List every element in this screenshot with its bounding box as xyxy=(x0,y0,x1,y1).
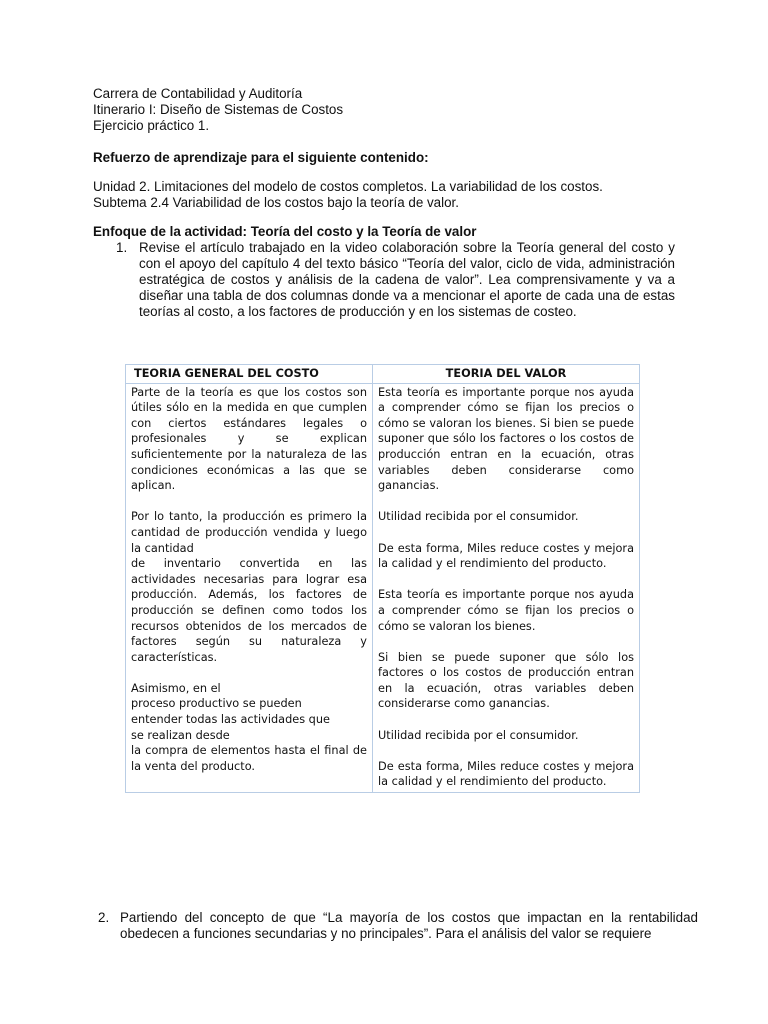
value-para-3: De esta forma, Miles reduce costes y mejora la calidad y el rendimiento del producto. xyxy=(378,541,634,571)
exercise-line: Ejercicio práctico 1. xyxy=(93,118,210,133)
general-cost-theory-cell xyxy=(126,383,373,792)
cost-para-2a: Por lo tanto, la producción es primero la cantidad de producción vendida y luego la cantidad xyxy=(131,510,367,555)
subtopic-line: Subtema 2.4 Variabilidad de los costos bajo la teoría de valor. xyxy=(93,195,459,210)
cost-para-2 xyxy=(131,509,367,665)
cost-para-3d: se realizan desde xyxy=(131,728,230,742)
document-body xyxy=(93,86,675,320)
instruction-item-1 xyxy=(93,240,675,320)
cost-para-3e: la compra de elementos hasta el final de la venta del producto. xyxy=(131,744,367,773)
cost-para-3c: entender todas las actividades que xyxy=(131,713,330,727)
value-para-1: Esta teoría es importante porque nos ayuda a comprender cómo se fijan los precios o cómo se valoran los bienes. Si bien se puede suponer que sólo los factores o los costos de producción entran en la ecuación, otras variables deben considerarse como ganancias. xyxy=(378,385,634,493)
header-general-cost-theory: TEORIA GENERAL DEL COSTO xyxy=(126,365,373,384)
theory-table xyxy=(125,364,640,793)
item-text: Revise el artículo trabajado en la video colaboración sobre la Teoría general del costo y con el apoyo del capítulo 4 del texto básico “Teoría del valor, ciclo de vida, administración estratégica de costos y análisis de la cadena de valor”. Lea comprensivamente y va a diseñar una tabla de dos columnas donde va a mencionar el aporte de cada una de estas teorías al costo, a los factores de producción y en los sistemas de costeo. xyxy=(139,240,675,319)
value-para-4: Esta teoría es importante porque nos ayuda a comprender cómo se fijan los precios o cómo se valoran los bienes. xyxy=(378,588,634,633)
item-number-2: 2. xyxy=(98,910,110,925)
cost-para-3b: proceso productivo se pueden xyxy=(131,697,302,711)
unit-block xyxy=(93,179,675,211)
value-para-6: Utilidad recibida por el consumidor. xyxy=(378,728,579,742)
header xyxy=(93,86,675,134)
cost-para-2b: de inventario convertida en las actividades necesarias para lograr esa producción. Además, los factores de producción se definen como todos los recursos obtenidos de los mercados de factores según su naturaleza y características. xyxy=(131,557,367,664)
reinforcement-title: Refuerzo de aprendizaje para el siguiente contenido: xyxy=(93,150,429,165)
value-theory-cell xyxy=(373,383,640,792)
value-para-2: Utilidad recibida por el consumidor. xyxy=(378,510,579,524)
item-number: 1. xyxy=(116,240,128,255)
cost-para-1: Parte de la teoría es que los costos son útiles sólo en la medida en que cumplen con ciertos estándares legales o profesionales y se explican suficientemente por la naturaleza de las condiciones económicas a las que se aplican. xyxy=(131,385,367,493)
value-para-5: Si bien se puede suponer que sólo los factores o los costos de producción entran en la ecuación, otras variables deben considerarse como ganancias. xyxy=(378,650,634,711)
unit-line: Unidad 2. Limitaciones del modelo de costos completos. La variabilidad de los costos. xyxy=(93,179,603,194)
cost-para-3 xyxy=(131,681,367,775)
instruction-item-2 xyxy=(98,910,698,942)
activity-title: Enfoque de la actividad: Teoría del costo y la Teoría de valor xyxy=(93,224,477,239)
item-text-2: Partiendo del concepto de que “La mayoría de los costos que impactan en la rentabilidad obedecen a funciones secundarias y no principales”. Para el análisis del valor se requiere xyxy=(120,910,698,941)
cost-para-3a: Asimismo, en el xyxy=(131,681,221,695)
value-para-7: De esta forma, Miles reduce costes y mejora la calidad y el rendimiento del producto. xyxy=(378,759,634,789)
itinerary-line: Itinerario I: Diseño de Sistemas de Costos xyxy=(93,102,344,117)
career-line: Carrera de Contabilidad y Auditoría xyxy=(93,86,303,101)
header-value-theory: TEORIA DEL VALOR xyxy=(373,365,640,384)
